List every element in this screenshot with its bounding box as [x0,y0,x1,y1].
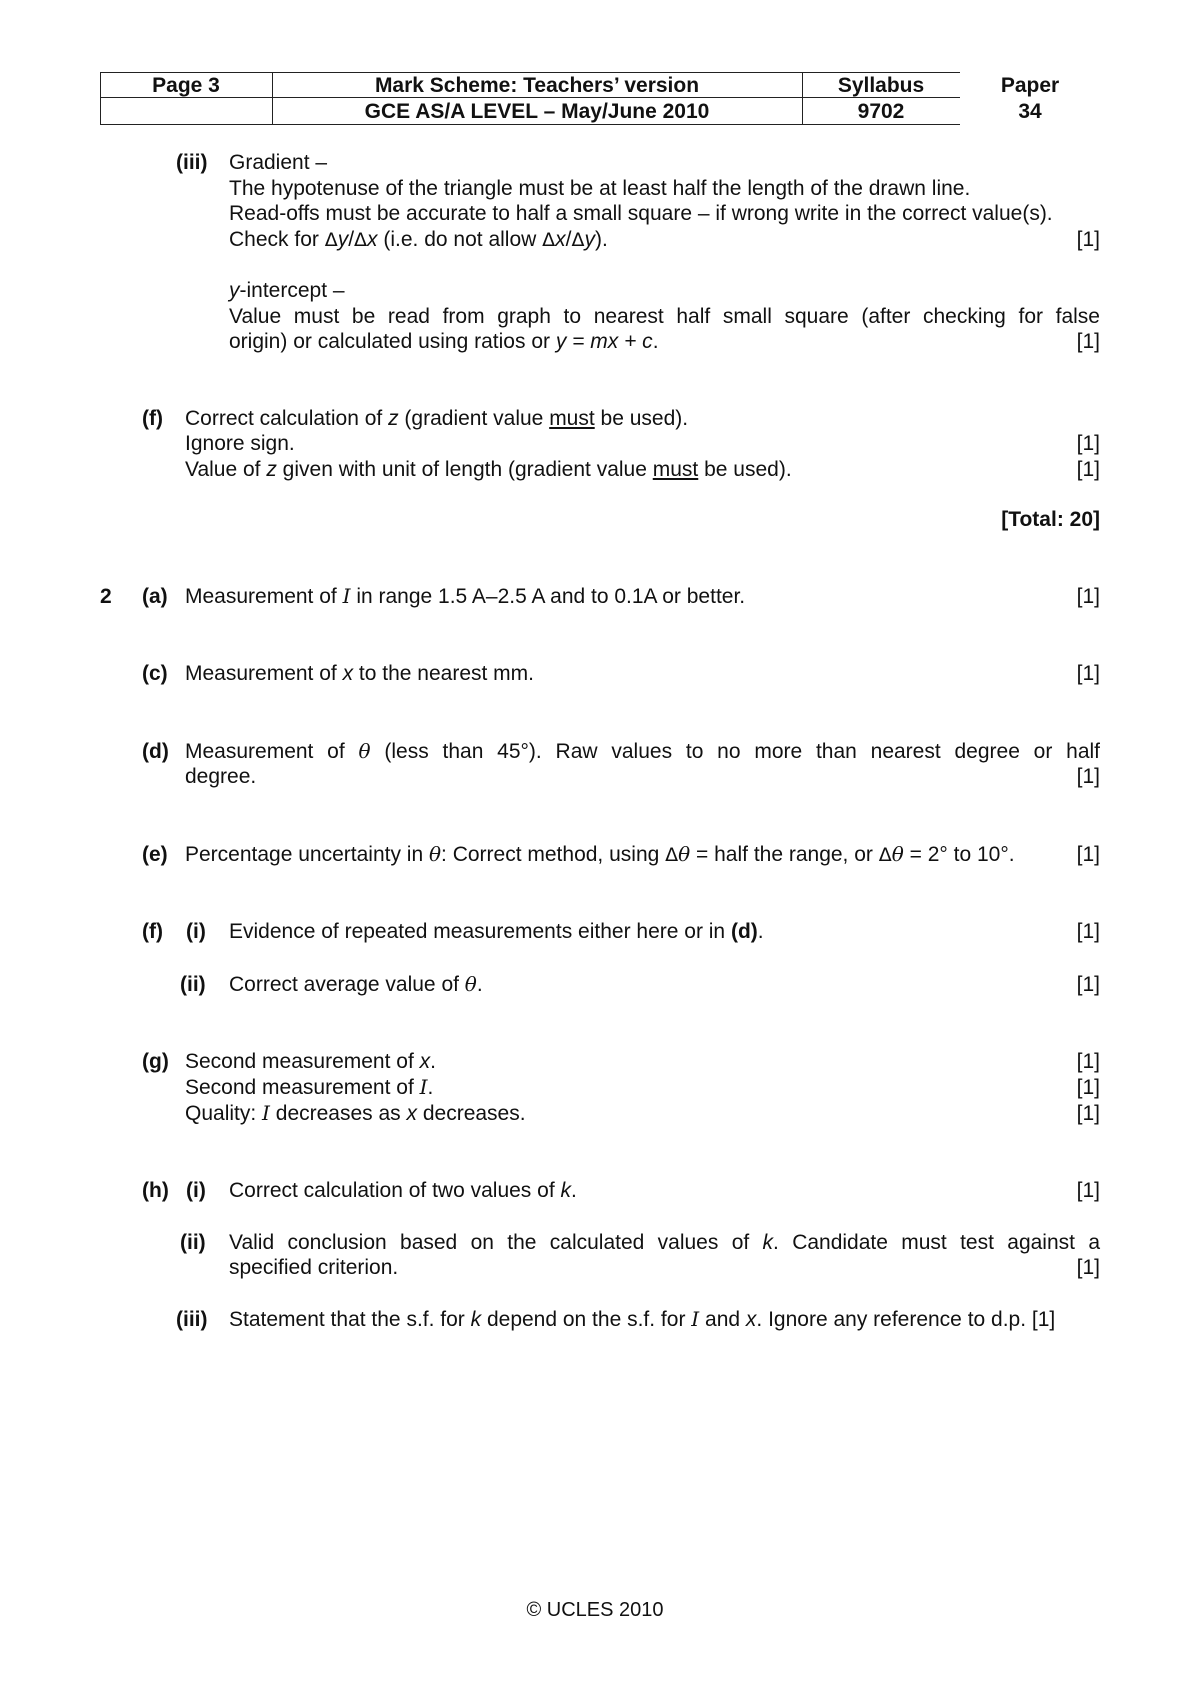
header-syllabus-label: Syllabus [837,74,925,97]
q2e-label: (e) [142,843,168,866]
q2f-ii-mark: [1] [1076,973,1100,996]
q2h-label: (h) [142,1179,169,1202]
q2a-label: (a) [142,585,168,608]
q2h-i-text: Correct calculation of two values of k. [229,1179,577,1202]
y-intercept-line-1: Value must be read from graph to nearest half small square (after checking for false [229,305,1100,328]
q2d-mark: [1] [1076,765,1100,788]
q2c-text: Measurement of x to the nearest mm. [185,662,534,685]
q2h-i-label: (i) [186,1179,206,1202]
header-syllabus-value: 9702 [857,100,905,123]
header-paper-label: Paper [1000,74,1060,97]
q2h-iii-label: (iii) [176,1308,208,1331]
q1f-mark-1: [1] [1076,432,1100,455]
q2g-line-1: Second measurement of x. [185,1050,436,1073]
gradient-heading: Gradient – [229,151,328,174]
q2d-label: (d) [142,740,169,763]
q1e-iii-label: (iii) [176,151,208,174]
q1f-line-1: Correct calculation of z (gradient value must be used). [185,407,689,430]
q2c-mark: [1] [1076,662,1100,685]
q2h-ii-mark: [1] [1076,1256,1100,1279]
q2f-i-mark: [1] [1076,920,1100,943]
total-marks: [Total: 20] [1001,508,1100,531]
q2g-mark-3: [1] [1076,1102,1100,1125]
header-paper-value: 34 [1018,100,1042,123]
y-intercept-heading: y-intercept – [229,279,345,302]
q2c-label: (c) [142,662,168,685]
q2e-text: Percentage uncertainty in θ: Correct method, using Δθ = half the range, or Δθ = 2° to 10°. [185,842,1015,866]
gradient-line-2: Read-offs must be accurate to half a small square – if wrong write in the correct value(s). [229,202,1053,225]
q2f-ii-label: (ii) [180,973,206,996]
q1f-label: (f) [142,407,163,430]
q2a-mark: [1] [1076,585,1100,608]
q2a-text: Measurement of I in range 1.5 A–2.5 A and to 0.1A or better. [185,584,746,608]
gradient-mark: [1] [1076,228,1100,251]
q1f-line-2: Ignore sign. [185,432,295,455]
q2g-mark-1: [1] [1076,1050,1100,1073]
q2f-i-label: (i) [186,920,206,943]
y-intercept-line-2: origin) or calculated using ratios or y = mx + c. [229,330,659,353]
q2h-ii-label: (ii) [180,1231,206,1254]
q2d-line-1: Measurement of θ (less than 45°). Raw values to no more than nearest degree or half [185,739,1100,763]
q2f-label: (f) [142,920,163,943]
q2f-i-text: Evidence of repeated measurements either here or in (d). [229,920,764,943]
header-title-2: GCE AS/A LEVEL – May/June 2010 [364,100,710,123]
q1f-line-3: Value of z given with unit of length (gradient value must be used). [185,458,792,481]
q2g-line-3: Quality: I decreases as x decreases. [185,1101,526,1125]
q2f-ii-text: Correct average value of θ. [229,972,483,996]
q2g-line-2: Second measurement of I. [185,1075,434,1099]
gradient-line-3: Check for Δy/Δx (i.e. do not allow Δx/Δy). [229,228,608,251]
gradient-line-1: The hypotenuse of the triangle must be at least half the length of the drawn line. [229,177,971,200]
header-title-1: Mark Scheme: Teachers’ version [374,74,700,97]
y-intercept-mark: [1] [1076,330,1100,353]
q2d-line-2: degree. [185,765,257,788]
q2g-label: (g) [142,1050,169,1073]
q2h-ii-line-1: Valid conclusion based on the calculated values of k. Candidate must test against a [229,1231,1100,1254]
q2g-mark-2: [1] [1076,1076,1100,1099]
footer-copyright: © UCLES 2010 [526,1599,664,1621]
q2-number: 2 [100,585,112,608]
q1f-mark-2: [1] [1076,458,1100,481]
q2h-ii-line-2: specified criterion. [229,1256,399,1279]
q2h-iii-text: Statement that the s.f. for k depend on the s.f. for I and x. Ignore any reference to d.p. [1] [229,1307,1056,1331]
q2h-i-mark: [1] [1076,1179,1100,1202]
header-page: Page 3 [152,74,220,97]
q2e-mark: [1] [1076,843,1100,866]
